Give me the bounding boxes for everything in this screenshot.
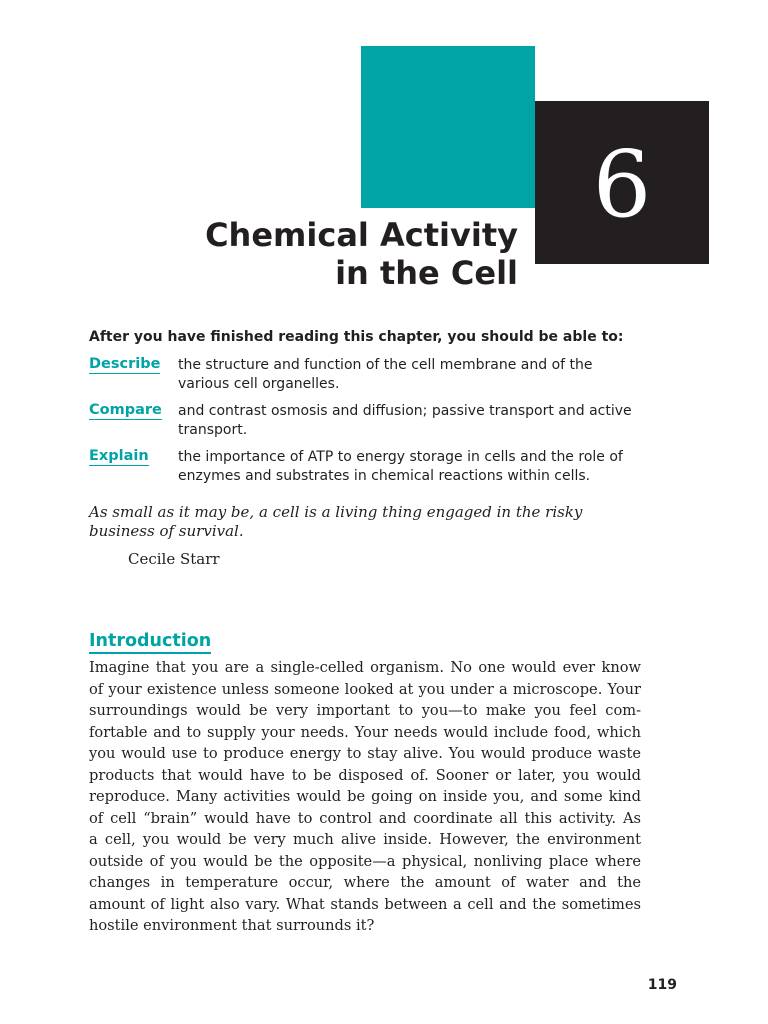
paragraph-line: changes in temperature occur, where the amount of water and the	[89, 874, 641, 891]
epigraph-author: Cecile Starr	[128, 550, 220, 568]
paragraph-line: of your existence unless someone looked at you under a microscope. Your	[89, 680, 641, 698]
chapter-number: 6	[592, 131, 652, 238]
objective-text: the structure and function of the cell membrane and of the various cell organelles.	[178, 357, 593, 392]
objective-verb: Explain	[89, 448, 149, 464]
paragraph-line: hostile environment that surrounds it?	[89, 917, 375, 934]
paragraph-line: Imagine that you are a single-celled organism. No one would ever know	[89, 659, 641, 676]
paragraph-line: reproduce. Many activities would be going on inside you, and some kind	[89, 788, 641, 805]
objective-text: the importance of ATP to energy storage in cells and the role of enzymes and substrates in chemical reactions within cells.	[178, 449, 623, 484]
chapter-accent-block-teal	[361, 46, 535, 208]
paragraph-line: you would use to produce energy to stay alive. You would produce waste	[89, 745, 641, 762]
chapter-title	[205, 216, 518, 292]
objective-text: and contrast osmosis and diffusion; passive transport and active transport.	[178, 403, 632, 438]
introduction-paragraph	[89, 657, 641, 937]
objective-verb: Describe	[89, 356, 161, 372]
paragraph-line: of cell “brain” would have to control and coordinate all this activity. As	[89, 809, 641, 827]
paragraph-line: fortable and to supply your needs. Your needs would include food, which	[89, 723, 641, 741]
paragraph-line: surroundings would be very important to you—to make you feel com-	[89, 702, 641, 719]
section-heading-introduction: Introduction	[89, 631, 211, 654]
chapter-title-line-1: Chemical Activity	[205, 216, 518, 254]
paragraph-line: amount of light also vary. What stands between a cell and the sometimes	[89, 895, 641, 913]
objectives-intro: After you have finished reading this chapter, you should be able to:	[89, 329, 624, 345]
objective-verb: Compare	[89, 402, 162, 418]
paragraph-line: a cell, you would be very much alive inside. However, the environment	[89, 831, 641, 848]
page-number: 119	[647, 977, 677, 993]
paragraph-line: outside of you would be the opposite—a physical, nonliving place where	[89, 852, 641, 870]
paragraph-line: products that would have to be disposed of. Sooner or later, you would	[89, 766, 641, 784]
epigraph-quote: As small as it may be, a cell is a living thing engaged in the risky business of survival.	[89, 503, 583, 540]
chapter-title-line-2: in the Cell	[335, 254, 518, 292]
